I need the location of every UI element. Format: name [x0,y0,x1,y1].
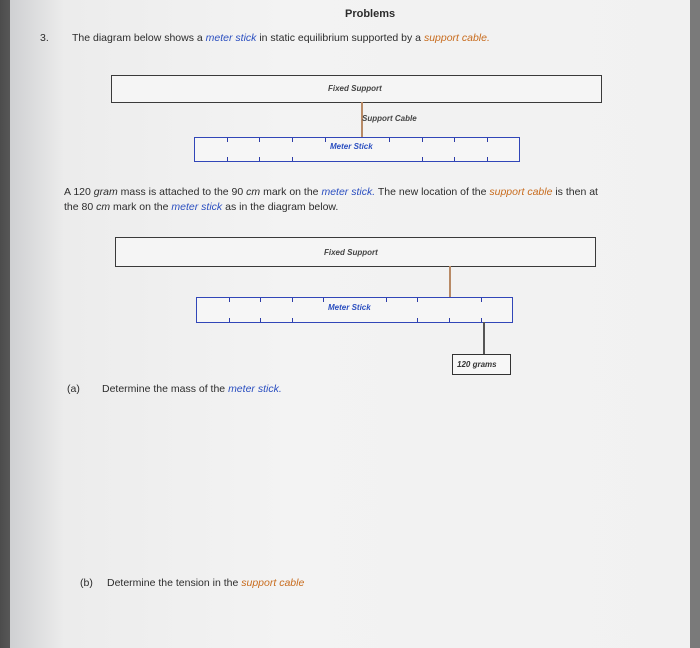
intro-text-1: The diagram below shows a [72,32,203,44]
p1-text-c: mass is attached to the 90 [120,186,244,198]
intro-term-meter-stick: meter stick [205,32,257,44]
diagram2-stick-label: Meter Stick [328,303,371,312]
p1-text-e: mark on the [263,186,319,198]
stick-tick [292,138,293,142]
p2-unit-cm: cm [96,201,111,213]
p1-text-a: A 120 [64,186,91,198]
stick-tick [229,298,230,302]
part-b-question [107,577,304,589]
intro-term-support-cable: support cable. [423,32,490,44]
stick-tick [292,298,293,302]
stick-tick [422,138,423,142]
p1-unit-gram: gram [93,186,118,198]
stick-tick [487,157,488,161]
stick-tick [323,298,324,302]
stick-tick [259,157,260,161]
page-title: Problems [345,8,396,20]
diagram1-cable-label: Support Cable [362,114,417,123]
diagram1-fixed-support-label: Fixed Support [328,84,382,93]
stick-tick [292,157,293,161]
stick-tick [227,157,228,161]
stick-tick [454,138,455,142]
diagram1-stick-label: Meter Stick [330,142,373,151]
stick-tick [481,298,482,302]
stick-tick [386,298,387,302]
stick-tick [389,138,390,142]
diagram2-fixed-support-label: Fixed Support [324,248,378,257]
part-a-text: Determine the mass of the [102,383,226,395]
stick-tick [260,298,261,302]
paragraph-line-2 [64,201,338,213]
stick-tick [481,318,482,322]
p1-text-g: The new location of the [377,186,487,198]
p1-text-i: is then at [555,186,598,198]
stick-tick [227,138,228,142]
part-a-marker: (a) [67,383,80,395]
mass-hanging-string [483,322,485,354]
diagram2-support-cable [449,266,451,298]
hanging-mass-box [452,354,511,375]
stick-tick [260,318,261,322]
part-b-term: support cable [241,577,305,589]
problem-intro [72,32,490,44]
intro-text-2: in static equilibrium supported by a [259,32,422,44]
stick-tick [454,157,455,161]
p1-term-support-cable: support cable [489,186,553,198]
worksheet-page [10,0,690,648]
p2-text-a: the 80 [64,201,94,213]
p1-unit-cm: cm [246,186,261,198]
stick-tick [292,318,293,322]
stick-tick [487,138,488,142]
hanging-mass-label: 120 grams [457,360,497,369]
stick-tick [229,318,230,322]
p2-text-e: as in the diagram below. [225,201,339,213]
part-b-marker: (b) [80,577,93,589]
stick-tick [417,298,418,302]
part-a-term: meter stick. [228,383,282,395]
stick-tick [417,318,418,322]
p1-term-meter-stick: meter stick. [321,186,376,198]
problem-number: 3. [40,32,49,44]
p2-text-c: mark on the [113,201,169,213]
stick-tick [259,138,260,142]
stick-tick [422,157,423,161]
p2-term-meter-stick: meter stick [171,201,223,213]
part-b-text: Determine the tension in the [107,577,239,589]
paragraph-line-1 [64,186,598,198]
part-a-question [102,383,282,395]
stick-tick [325,138,326,142]
stick-tick [449,318,450,322]
